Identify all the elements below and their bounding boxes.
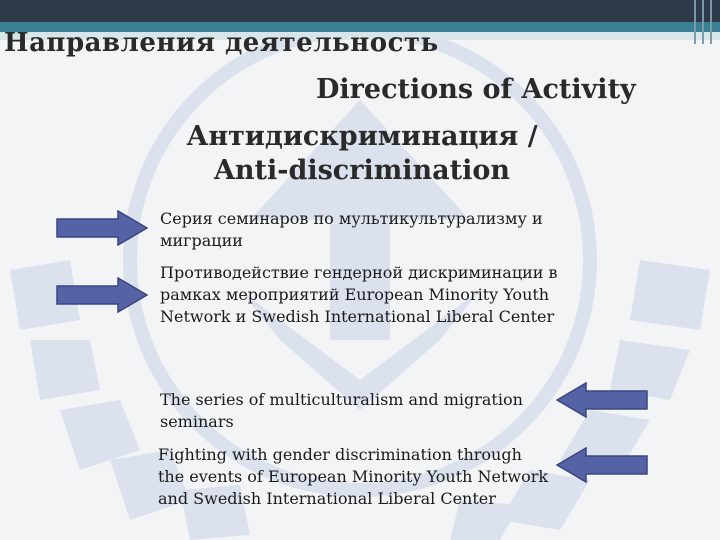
top-bar-dark — [0, 0, 720, 22]
arrow-left-icon — [556, 382, 648, 418]
item-en-seminars: The series of multiculturalism and migration seminars — [160, 390, 523, 431]
title-russian: Направления деятельность — [4, 28, 439, 58]
subtitle — [2, 120, 720, 188]
subtitle-line-1: Антидискриминация / — [186, 121, 538, 152]
corner-decoration — [690, 0, 720, 44]
item-ru-seminars: Серия семинаров по мультикультурализму и миграции — [160, 209, 543, 250]
subtitle-line-2: Anti-discrimination — [213, 155, 511, 186]
title-english: Directions of Activity — [316, 74, 636, 105]
item-ru-gender: Противодействие гендерной дискриминации в рамках мероприятий European Minority Youth Network и Swedish International Liberal Center — [160, 263, 558, 326]
arrow-right-icon — [56, 277, 148, 313]
item-en-gender: Fighting with gender discrimination through the events of European Minority Youth Network and Swedish International Liberal Center — [158, 445, 549, 508]
arrow-left-icon — [556, 447, 648, 483]
arrow-right-icon — [56, 210, 148, 246]
